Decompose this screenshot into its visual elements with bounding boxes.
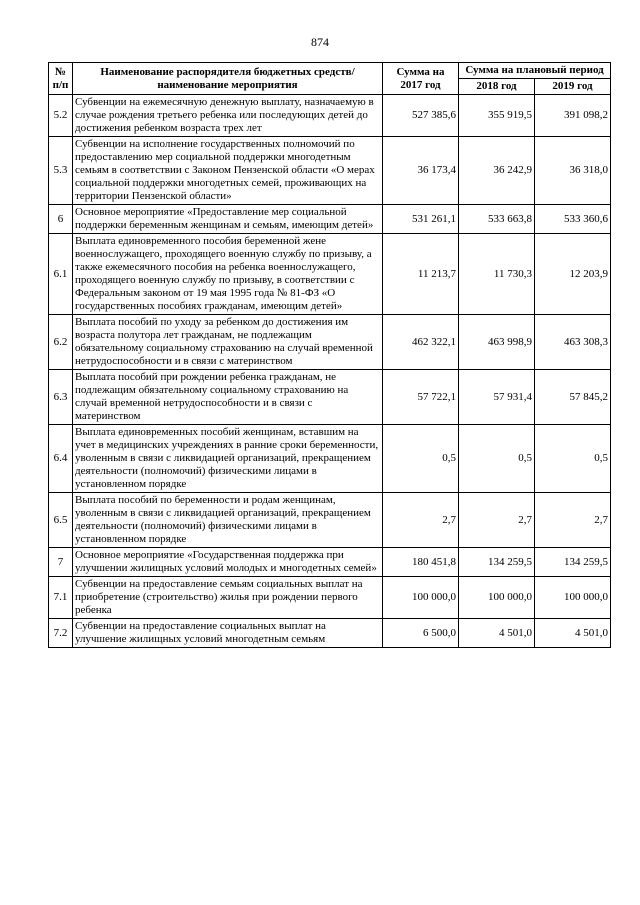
header-2019: 2019 год	[535, 79, 611, 95]
budget-table	[48, 62, 611, 648]
row-number: 7	[49, 548, 73, 577]
table-row	[49, 137, 611, 205]
row-sum-2017: 57 722,1	[383, 370, 459, 425]
table-row	[49, 619, 611, 648]
table-row	[49, 425, 611, 493]
row-sum-2019: 533 360,6	[535, 205, 611, 234]
row-sum-2017: 6 500,0	[383, 619, 459, 648]
row-sum-2019: 36 318,0	[535, 137, 611, 205]
header-number: № п/п	[49, 63, 73, 95]
row-sum-2017: 2,7	[383, 493, 459, 548]
header-2018: 2018 год	[459, 79, 535, 95]
row-sum-2019: 12 203,9	[535, 234, 611, 315]
header-name: Наименование распорядителя бюджетных средств/ наименование мероприятия	[73, 63, 383, 95]
row-sum-2018: 11 730,3	[459, 234, 535, 315]
row-number: 6.1	[49, 234, 73, 315]
row-sum-2018: 2,7	[459, 493, 535, 548]
row-sum-2017: 462 322,1	[383, 315, 459, 370]
row-sum-2018: 134 259,5	[459, 548, 535, 577]
row-sum-2019: 463 308,3	[535, 315, 611, 370]
row-name: Выплата пособий по уходу за ребенком до достижения им возраста полутора лет гражданам, не подлежащим обязательному социальному страхованию на случай временной нетрудоспособности и в связи с материнством	[73, 315, 383, 370]
row-sum-2018: 355 919,5	[459, 95, 535, 137]
row-name: Субвенции на предоставление социальных выплат на улучшение жилищных условий многодетным семьям	[73, 619, 383, 648]
header-planned-period: Сумма на плановый период	[459, 63, 611, 79]
row-sum-2018: 100 000,0	[459, 577, 535, 619]
table-row	[49, 493, 611, 548]
row-name: Основное мероприятие «Государственная поддержка при улучшении жилищных условий молодых и многодетных семей»	[73, 548, 383, 577]
row-number: 5.2	[49, 95, 73, 137]
row-sum-2017: 531 261,1	[383, 205, 459, 234]
row-name: Выплата единовременного пособия беременной жене военнослужащего, проходящего военную службу по призыву, а также ежемесячного пособия на ребенка военнослужащего, проходящего военную службу по призыву, в соответствии с Федеральным законом от 19 мая 1995 года № 81-ФЗ «О государственных пособиях гражданам, имеющим детей»	[73, 234, 383, 315]
row-sum-2019: 57 845,2	[535, 370, 611, 425]
row-sum-2017: 11 213,7	[383, 234, 459, 315]
row-sum-2018: 57 931,4	[459, 370, 535, 425]
table-row	[49, 95, 611, 137]
row-sum-2019: 100 000,0	[535, 577, 611, 619]
row-number: 6.4	[49, 425, 73, 493]
table-row	[49, 234, 611, 315]
table-row	[49, 370, 611, 425]
row-sum-2017: 36 173,4	[383, 137, 459, 205]
row-name: Субвенции на ежемесячную денежную выплату, назначаемую в случае рождения третьего ребенка или последующих детей до достижения ребенком возраста трех лет	[73, 95, 383, 137]
row-number: 6.3	[49, 370, 73, 425]
row-number: 7.2	[49, 619, 73, 648]
row-name: Выплата пособий по беременности и родам женщинам, уволенным в связи с ликвидацией организаций, прекращением деятельности (полномочий) физическими лицами в установленном порядке	[73, 493, 383, 548]
row-sum-2017: 527 385,6	[383, 95, 459, 137]
table-row	[49, 205, 611, 234]
row-number: 5.3	[49, 137, 73, 205]
row-number: 6.2	[49, 315, 73, 370]
row-sum-2017: 100 000,0	[383, 577, 459, 619]
row-sum-2018: 463 998,9	[459, 315, 535, 370]
row-sum-2019: 391 098,2	[535, 95, 611, 137]
row-sum-2019: 0,5	[535, 425, 611, 493]
page-number: 874	[311, 35, 329, 49]
row-number: 6	[49, 205, 73, 234]
row-sum-2019: 4 501,0	[535, 619, 611, 648]
row-sum-2019: 134 259,5	[535, 548, 611, 577]
row-name: Выплата пособий при рождении ребенка гражданам, не подлежащим обязательному социальному страхованию на случай временной нетрудоспособности и в связи с материнством	[73, 370, 383, 425]
row-sum-2019: 2,7	[535, 493, 611, 548]
row-name: Выплата единовременных пособий женщинам, вставшим на учет в медицинских учреждениях в ранние сроки беременности, уволенным в связи с ликвидацией организаций, прекращением деятельности (полномочий) физическими лицами в установленном порядке	[73, 425, 383, 493]
row-number: 7.1	[49, 577, 73, 619]
row-name: Субвенции на предоставление семьям социальных выплат на приобретение (строительство) жилья при рождении первого ребенка	[73, 577, 383, 619]
table-row	[49, 577, 611, 619]
row-name: Основное мероприятие «Предоставление мер социальной поддержки беременным женщинам и семьям, имеющим детей»	[73, 205, 383, 234]
table-row	[49, 315, 611, 370]
header-sum-2017: Сумма на 2017 год	[383, 63, 459, 95]
row-number: 6.5	[49, 493, 73, 548]
table-row	[49, 548, 611, 577]
row-sum-2018: 36 242,9	[459, 137, 535, 205]
row-sum-2018: 4 501,0	[459, 619, 535, 648]
row-sum-2017: 180 451,8	[383, 548, 459, 577]
row-sum-2018: 0,5	[459, 425, 535, 493]
row-sum-2017: 0,5	[383, 425, 459, 493]
row-name: Субвенции на исполнение государственных полномочий по предоставлению мер социальной поддержки многодетным семьям в соответствии с Законом Пензенской области «О мерах социальной поддержки многодетных семей, проживающих на территории Пензенской области»	[73, 137, 383, 205]
row-sum-2018: 533 663,8	[459, 205, 535, 234]
